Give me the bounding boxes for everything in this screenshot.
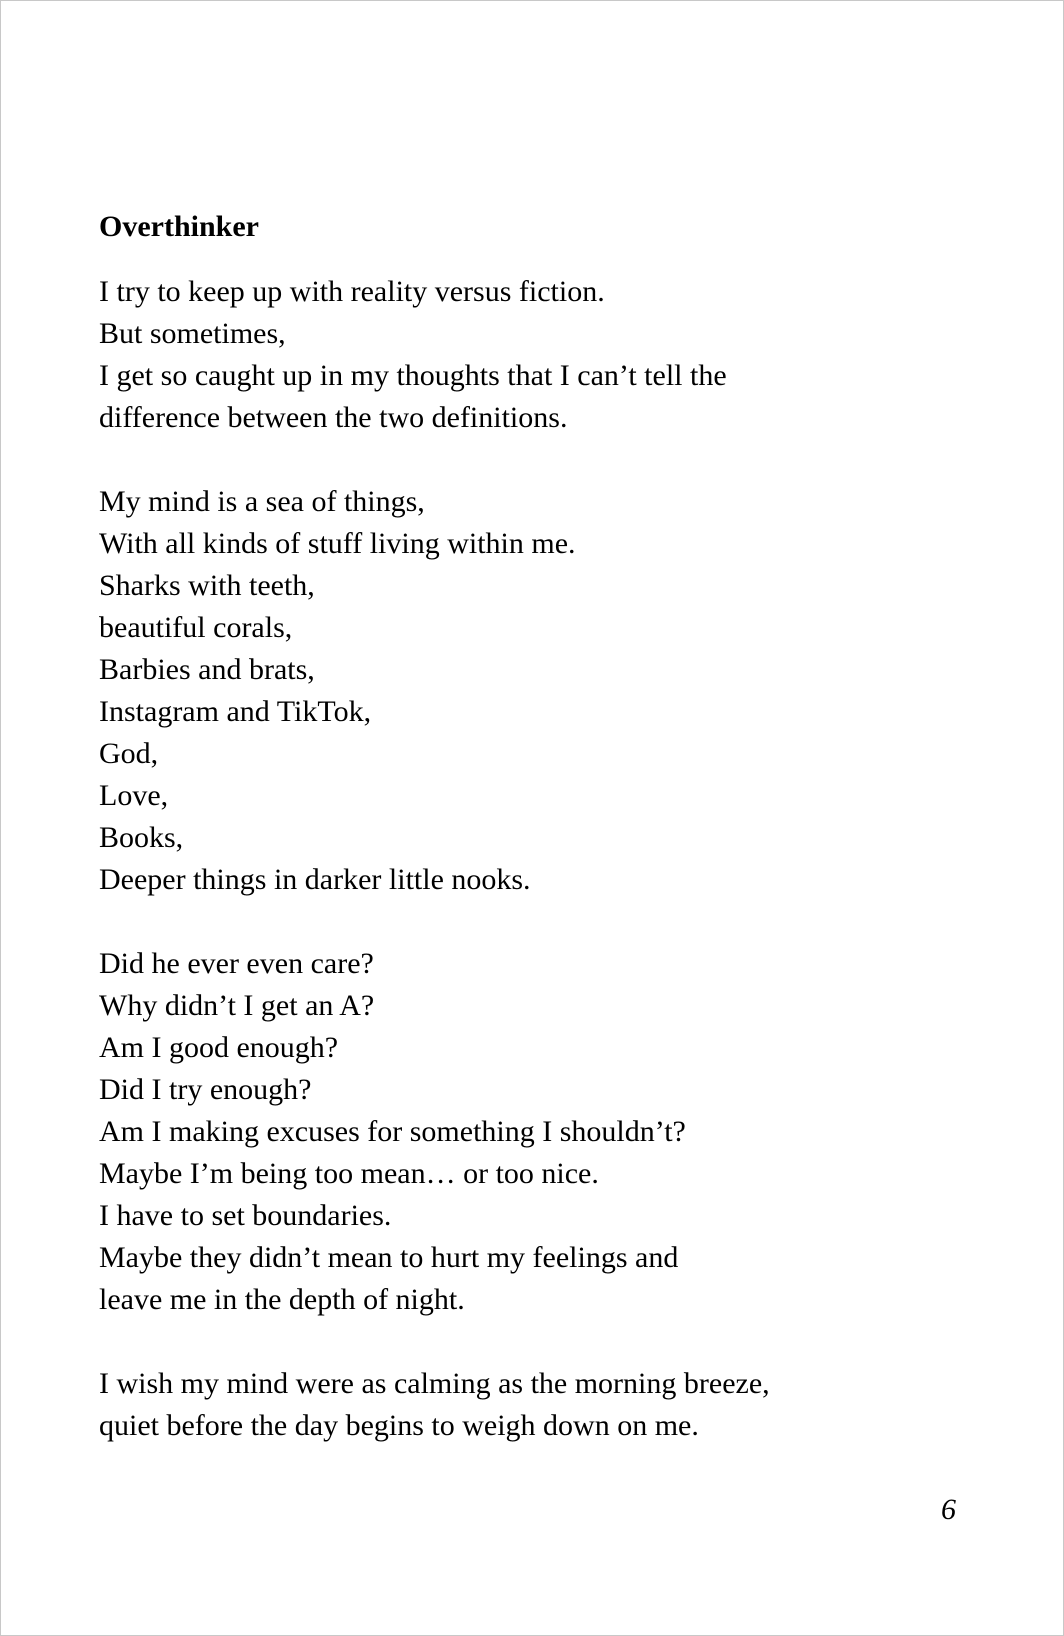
poem-line: Am I good enough? <box>99 1031 339 1064</box>
poem-line: difference between the two definitions. <box>99 401 568 434</box>
poem-line: I get so caught up in my thoughts that I can’t tell the <box>99 359 727 392</box>
poem-line: beautiful corals, <box>99 611 293 644</box>
poem-line: With all kinds of stuff living within me. <box>99 527 576 560</box>
poem-line: My mind is a sea of things, <box>99 485 425 518</box>
poem-line: leave me in the depth of night. <box>99 1283 465 1316</box>
poem-line: Sharks with teeth, <box>99 569 315 602</box>
stanza-2 <box>99 481 959 901</box>
poem-line: Instagram and TikTok, <box>99 695 372 728</box>
poem-line: Did he ever even care? <box>99 947 374 980</box>
stanza-3 <box>99 943 959 1321</box>
page-number: 6 <box>941 1493 956 1526</box>
poem-line: I try to keep up with reality versus fiction. <box>99 275 605 308</box>
poem-line: I have to set boundaries. <box>99 1199 392 1232</box>
poem-line: Love, <box>99 779 169 812</box>
poem-line: I wish my mind were as calming as the morning breeze, <box>99 1367 770 1400</box>
poem-line: But sometimes, <box>99 317 286 350</box>
poem-line: Am I making excuses for something I shouldn’t? <box>99 1115 686 1148</box>
poem-line: Maybe they didn’t mean to hurt my feelings and <box>99 1241 679 1274</box>
poem-line: Barbies and brats, <box>99 653 315 686</box>
poem <box>99 206 959 1489</box>
poem-line: God, <box>99 737 159 770</box>
poem-line: Why didn’t I get an A? <box>99 989 375 1022</box>
poem-line: quiet before the day begins to weigh down on me. <box>99 1409 699 1442</box>
poem-line: Deeper things in darker little nooks. <box>99 863 531 896</box>
stanza-1 <box>99 271 959 439</box>
poem-line: Did I try enough? <box>99 1073 312 1106</box>
poem-title: Overthinker <box>99 210 259 243</box>
poem-line: Books, <box>99 821 184 854</box>
stanza-4 <box>99 1363 959 1447</box>
poem-line: Maybe I’m being too mean… or too nice. <box>99 1157 599 1190</box>
